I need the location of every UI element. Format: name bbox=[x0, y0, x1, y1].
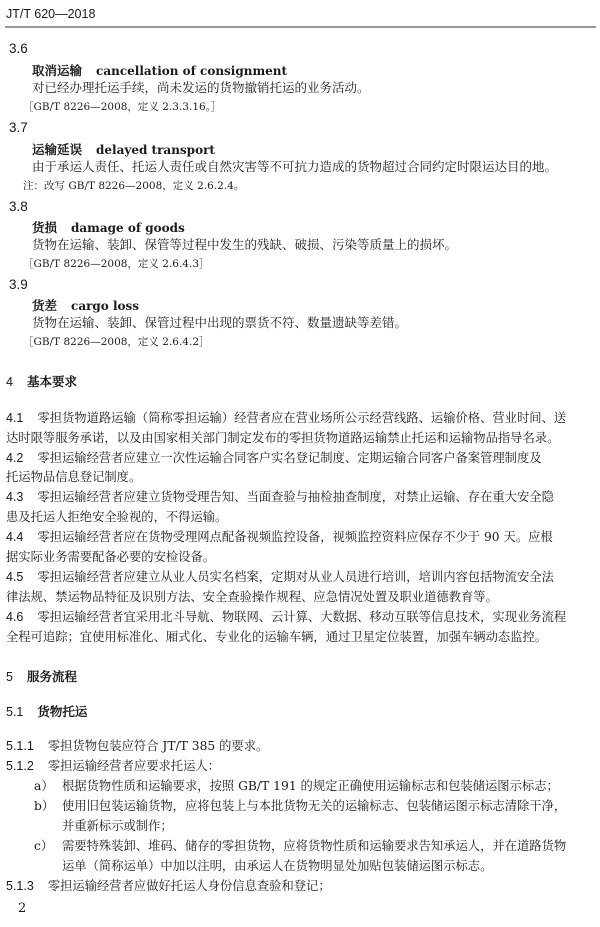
term-english: delayed transport bbox=[96, 143, 215, 157]
list-item: a） 根据货物性质和运输要求，按照 GB/T 191 的规定正确使用运输标志和包装储运图示标志； bbox=[34, 779, 559, 793]
clause-4-6: 4.6 零担运输经营者宜采用北斗导航、物联网、云计算、大数据、移动互联等信息技术，实现业务流程 bbox=[6, 610, 567, 624]
subsection-heading bbox=[6, 706, 87, 719]
term-english: cargo loss bbox=[71, 299, 140, 313]
clause-5-1-2: 5.1.2 零担运输经营者应要求托运人： bbox=[6, 759, 220, 773]
term-number: 3.8 bbox=[9, 199, 28, 214]
clause-4-4-cont: 据实际业务需要配备必要的安检设备。 bbox=[6, 550, 216, 564]
term-note: 注：改写 GB/T 8226—2008，定义 2.6.2.4。 bbox=[23, 180, 245, 192]
term-chinese: 取消运输 bbox=[32, 63, 83, 78]
section-heading bbox=[6, 671, 77, 684]
clause-5-1-3: 5.1.3 零担运输经营者应做好托运人身份信息查验和登记； bbox=[6, 879, 331, 893]
term-chinese: 货差 bbox=[32, 298, 58, 313]
section-number: 4 bbox=[6, 375, 13, 389]
section-number: 5 bbox=[6, 670, 13, 684]
term-heading bbox=[32, 297, 139, 313]
clause-4-6-cont: 全程可追踪；宜使用标准化、厢式化、专业化的运输车辆，通过卫星定位装置，加强车辆动态监控。 bbox=[6, 630, 548, 644]
term-english: cancellation of consignment bbox=[96, 64, 288, 78]
standard-code: JT/T 620—2018 bbox=[6, 7, 96, 21]
term-source: ［GB/T 8226—2008，定义 2.6.4.3］ bbox=[23, 258, 210, 270]
clause-4-2: 4.2 零担运输经营者应建立一次性运输合同客户实名登记制度、定期运输合同客户备案管理制度及 bbox=[6, 451, 542, 465]
list-item: c） 需要特殊装卸、堆码、储存的零担货物，应将货物性质和运输要求告知承运人，并在道路货物 bbox=[34, 839, 567, 853]
term-number: 3.9 bbox=[9, 277, 28, 292]
term-definition: 由于承运人责任、托运人责任或自然灾害等不可抗力造成的货物超过合同约定时限运达目的地。 bbox=[32, 159, 558, 174]
term-chinese: 运输延误 bbox=[32, 142, 83, 157]
page-number: 2 bbox=[18, 901, 27, 916]
subsection-title: 货物托运 bbox=[37, 704, 88, 719]
clause-4-2-cont: 托运物品信息登记制度。 bbox=[6, 470, 142, 484]
clause-4-4: 4.4 零担运输经营者应在货物受理网点配备视频监控设备，视频监控资料应保存不少于 90 天。应根 bbox=[6, 530, 553, 544]
section-title: 基本要求 bbox=[26, 374, 77, 389]
section-heading bbox=[6, 376, 77, 389]
term-source: ［GB/T 8226—2008，定义 2.3.3.16。］ bbox=[23, 101, 222, 113]
term-heading bbox=[32, 62, 287, 78]
term-heading bbox=[32, 219, 185, 235]
header-rule bbox=[0, 26, 600, 28]
subsection-number: 5.1 bbox=[6, 705, 24, 719]
clause-5-1-1: 5.1.1 零担货物包装应符合 JT/T 385 的要求。 bbox=[6, 739, 269, 753]
term-definition: 对已经办理托运手续，尚未发运的货物撤销托运的业务活动。 bbox=[32, 80, 370, 95]
list-item-cont: 并重新标示或制作； bbox=[62, 819, 173, 833]
clause-4-5: 4.5 零担运输经营者应建立从业人员实名档案，定期对从业人员进行培训，培训内容包括物流安全法 bbox=[6, 570, 554, 584]
section-title: 服务流程 bbox=[26, 669, 77, 684]
list-item: b） 使用旧包装运输货物，应将包装上与本批货物无关的运输标志、包装储运图示标志清除干净， bbox=[34, 799, 567, 813]
term-number: 3.7 bbox=[9, 120, 28, 135]
term-source: ［GB/T 8226—2008，定义 2.6.4.2］ bbox=[23, 336, 210, 348]
clause-4-1: 4.1 零担货物道路运输（简称零担运输）经营者应在营业场所公示经营线路、运输价格、营业时间、送 bbox=[6, 411, 567, 425]
clause-4-5-cont: 律法规、禁运物品特征及识别方法、安全查验操作规程、应急情况处置及职业道德教育等。 bbox=[6, 590, 498, 604]
term-heading bbox=[32, 141, 215, 157]
term-definition: 货物在运输、装卸、保管过程中出现的票货不符、数量遗缺等差错。 bbox=[32, 315, 408, 330]
list-item-cont: 运单（简称运单）中加以注明，由承运人在货物明显处加贴包装储运图示标志。 bbox=[62, 859, 493, 873]
clause-4-3: 4.3 零担运输经营者应建立货物受理告知、当面查验与抽检抽查制度，对禁止运输、存在重大安全隐 bbox=[6, 490, 554, 504]
term-chinese: 货损 bbox=[32, 220, 58, 235]
clause-4-1-cont: 达时限等服务承诺，以及由国家相关部门制定发布的零担货物道路运输禁止托运和运输物品指导名录。 bbox=[6, 431, 560, 445]
term-number: 3.6 bbox=[9, 41, 28, 56]
term-definition: 货物在运输、装卸、保管等过程中发生的残缺、破损、污染等质量上的损坏。 bbox=[32, 237, 458, 252]
term-english: damage of goods bbox=[71, 221, 185, 235]
clause-4-3-cont: 患及托运人拒绝安全验视的，不得运输。 bbox=[6, 510, 228, 524]
